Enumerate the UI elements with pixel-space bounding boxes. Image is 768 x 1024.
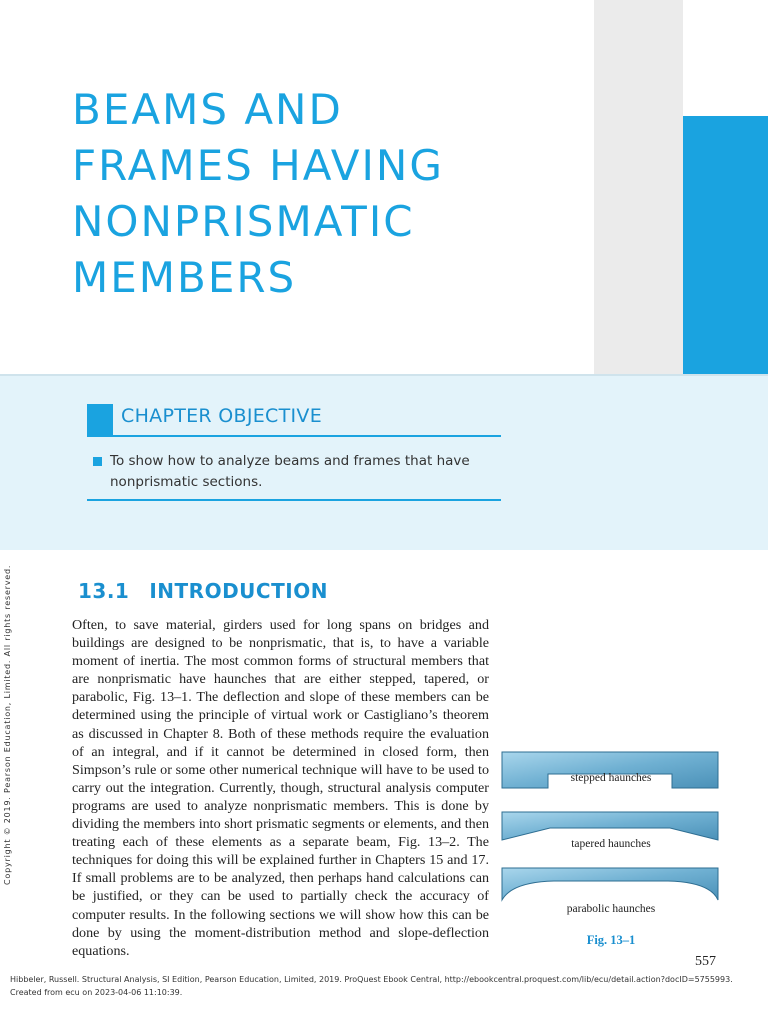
parabolic-haunch-beam [502, 868, 718, 900]
figure-label: stepped haunches [570, 772, 652, 784]
objective-divider [87, 435, 501, 437]
chapter-title-line: BEAMS AND [72, 85, 343, 134]
section-number: 13.1 [78, 579, 130, 603]
decorative-blue-block [683, 116, 768, 374]
created-line: Created from ecu on 2023-04-06 11:10:39. [10, 988, 183, 997]
figure-label: tapered haunches [571, 838, 651, 850]
page-number: 557 [695, 954, 716, 969]
decorative-gray-strip [594, 0, 683, 374]
objective-heading: CHAPTER OBJECTIVE [121, 405, 323, 427]
chapter-title-line: FRAMES HAVING [72, 141, 444, 190]
figure-13-1 [500, 750, 722, 950]
objective-divider [87, 499, 501, 501]
body-paragraph: Often, to save material, girders used for long spans on bridges and buildings are designed to be nonprismatic, that is, to have a variable moment of inertia. The most common forms of structural members that are nonprismatic have haunches that are either stepped, tapered, or parabolic, Fig. 13–1. The deflection and slope of these members can be determined using the principle of virtual work or Castigliano’s theorem as discussed in Chapter 8. Both of these methods require the evaluation of an integral, and if it cannot be determined in closed form, then Simpson’s rule or some other numerical technique will have to be used to carry out the integration. Currently, though, structural analysis computer programs are used to analyze nonprismatic members. This is done by dividing the members into short prismatic segments or elements, and then treating each of these elements as a separate beam, Fig. 13–2. The techniques for doing this will be explained further in Chapters 15 and 17. If small problems are to be analyzed, then perhaps hand calculations can be justified, or they can be used to partially check the accuracy of computer results. In the following sections we will show how this can be done by using the moment-distribution method and slope-deflection equations. [72, 617, 489, 959]
objective-marker [87, 404, 113, 436]
side-copyright: Copyright © 2019. Pearson Education, Limited. All rights reserved. [3, 564, 12, 885]
citation-footer [10, 973, 760, 999]
bullet-icon [93, 457, 102, 466]
figure-caption: Fig. 13–1 [586, 933, 636, 947]
objective-item: To show how to analyze beams and frames that have nonprismatic sections. [110, 453, 470, 490]
section-heading [78, 579, 328, 603]
figure-label: parabolic haunches [566, 903, 656, 915]
chapter-title-line: NONPRISMATIC [72, 197, 415, 246]
tapered-haunch-beam [502, 812, 718, 840]
chapter-title [72, 82, 592, 306]
citation-line: Hibbeler, Russell. Structural Analysis, SI Edition, Pearson Education, Limited, 2019. ProQuest Ebook Central, http://ebookcentral.proquest.com/lib/ecu/detail.action?docID=5755993. [10, 975, 733, 984]
section-title: INTRODUCTION [149, 579, 328, 603]
chapter-title-line: MEMBERS [72, 253, 297, 302]
